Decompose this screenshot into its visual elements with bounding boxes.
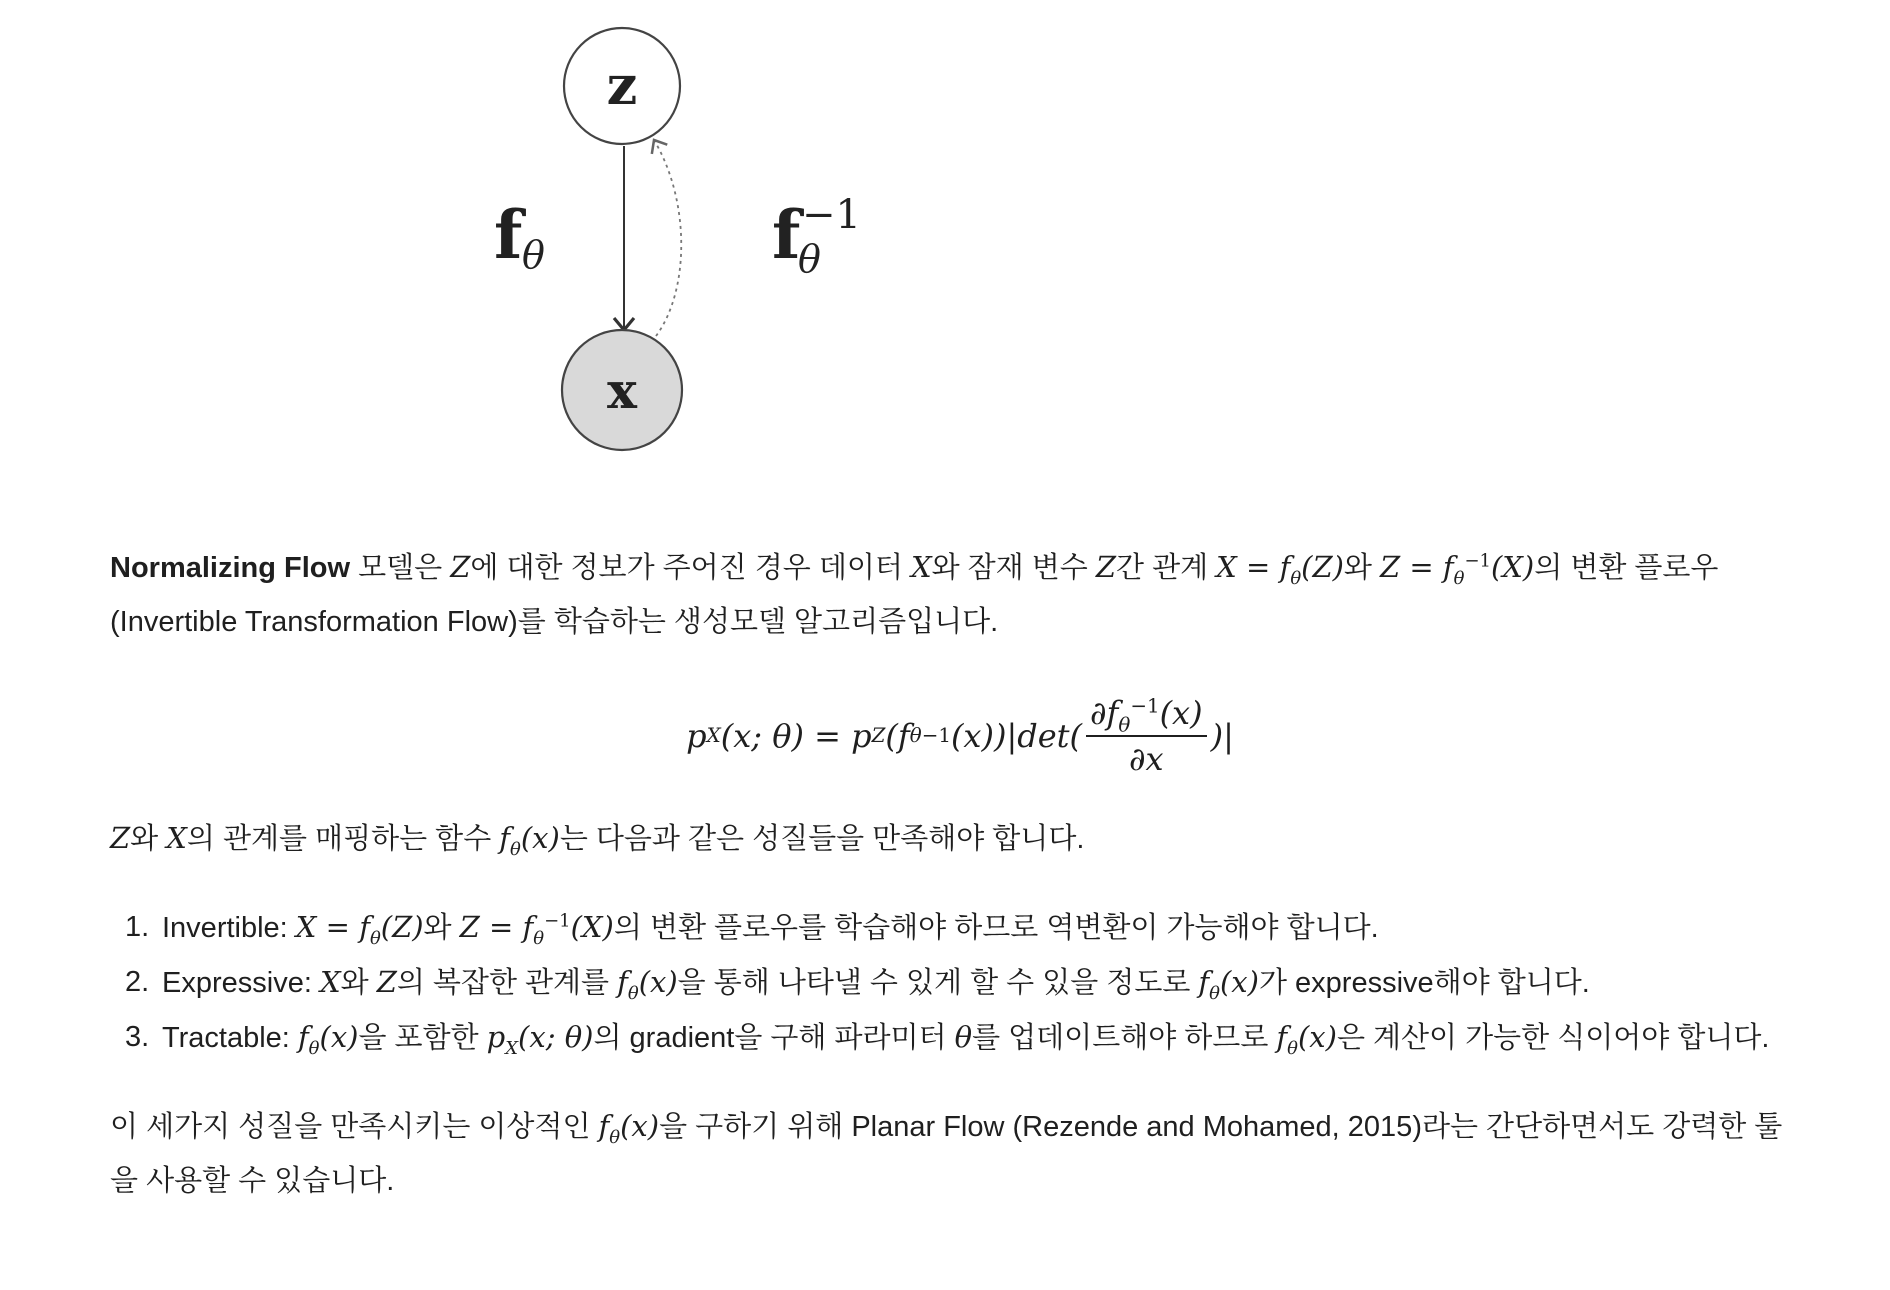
svg-text:f: f (494, 196, 523, 274)
jacobian-fraction: $\frac{\partial f_\theta^{-1}(x)}{\partial x}$ (1086, 693, 1207, 779)
inverse-arrow (654, 140, 681, 336)
properties-list (110, 900, 1810, 1065)
list-item: 2. Expressive: X와 Z의 복잡한 관계를 $f_\theta(x)$을 통해 나타낼 수 있게 할 수 있을 정도로 $f_\theta(x)$가 expressive해야 합니다. (125, 965, 1590, 1004)
intro-paragraph: Normalizing Flow 모델은 Z에 대한 정보가 주어진 경우 데이터 X와 잠재 변수 Z간 관계 $X = f_\theta(Z)$와 $Z = f_\theta^{-1}(X)$의 변환 플로우 (Invertible Transformation Flow)를 학습하는 생성모델 알고리즘입니다. (110, 550, 1719, 638)
term-normalizing-flow: Normalizing Flow (110, 552, 351, 584)
properties-intro: Z와 X의 관계를 매핑하는 함수 $f_\theta(x)$는 다음과 같은 성질들을 만족해야 합니다. (110, 821, 1085, 860)
flow-diagram (0, 0, 1890, 480)
forward-label (494, 196, 545, 277)
node-z-label: z (606, 53, 638, 117)
list-item: 1. Invertible: $X = f_\theta(Z)$와 $Z = f_\theta^{-1}(X)$의 변환 플로우를 학습해야 하므로 역변환이 가능해야 합니다. (125, 910, 1379, 949)
node-x-label: x (607, 361, 637, 420)
svg-text:f: f (772, 196, 801, 274)
inverse-label (772, 192, 861, 281)
list-item: 3. Tractable: $f_\theta(x)$을 포함한 $p_X(x$; θ)의 gradient을 구해 파라미터 θ를 업데이트해야 하므로 $f_\theta(x)$은 계산이 가능한 식이어야 합니다. (125, 1020, 1770, 1059)
closing-paragraph: 이 세가지 성질을 만족시키는 이상적인 $f_\theta(x)$을 구하기 위해 Planar Flow (Rezende and Mohamed, 2015)라는 간단하면서도 강력한 툴을 사용할 수 있습니다. (110, 1109, 1783, 1197)
density-equation: p X (x; θ) = p Z (f θ −1 (x))|det( $\frac{\partial f_\theta^{-1}(x)}{\partial x}$ )| (686, 694, 1234, 778)
article-body (110, 540, 1810, 1208)
svg-text:−1: −1 (802, 192, 861, 238)
svg-text:θ: θ (798, 237, 821, 281)
svg-text:θ: θ (522, 233, 545, 277)
